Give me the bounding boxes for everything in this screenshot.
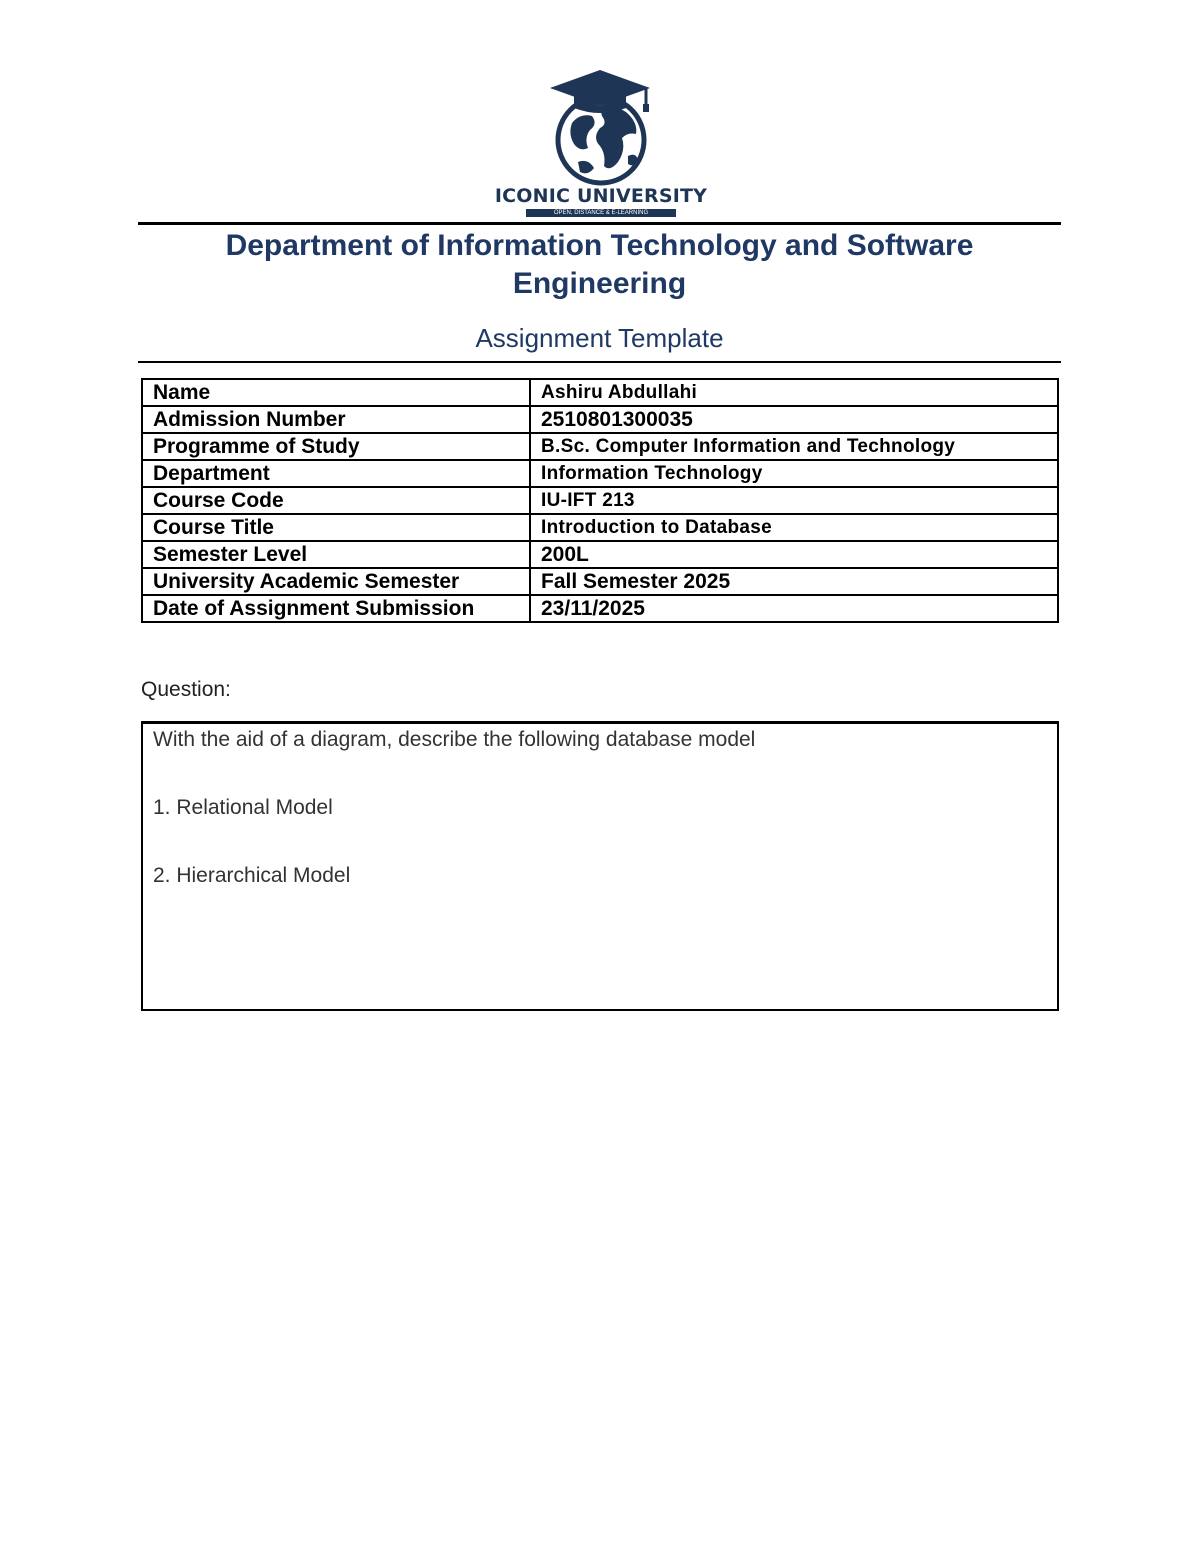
question-item: 1. Relational Model xyxy=(153,796,333,819)
table-row xyxy=(142,460,1058,487)
row-label: Date of Assignment Submission xyxy=(142,595,530,622)
header-rule-top xyxy=(138,222,1061,225)
row-value: 200L xyxy=(530,541,1058,568)
row-label: Course Title xyxy=(142,514,530,541)
globe-graduation-cap-icon xyxy=(488,68,714,186)
row-value: Ashiru Abdullahi xyxy=(530,379,1058,406)
row-value: IU-IFT 213 xyxy=(530,487,1058,514)
table-row xyxy=(142,406,1058,433)
question-prompt: With the aid of a diagram, describe the following database model xyxy=(153,728,756,751)
logo-wordmark: ICONIC UNIVERSITY xyxy=(494,185,708,207)
question-label: Question: xyxy=(141,678,231,701)
table-row xyxy=(142,541,1058,568)
row-label: Course Code xyxy=(142,487,530,514)
table-row xyxy=(142,487,1058,514)
row-value: Introduction to Database xyxy=(530,514,1058,541)
row-label: Admission Number xyxy=(142,406,530,433)
row-value: Fall Semester 2025 xyxy=(530,568,1058,595)
university-logo xyxy=(488,68,714,222)
row-label: University Academic Semester xyxy=(142,568,530,595)
row-value: Information Technology xyxy=(530,460,1058,487)
header-rule-bottom xyxy=(138,361,1061,363)
table-row xyxy=(142,568,1058,595)
logo-tagline: OPEN, DISTANCE & E-LEARNING xyxy=(526,209,676,217)
row-value: 23/11/2025 xyxy=(530,595,1058,622)
row-label: Department xyxy=(142,460,530,487)
student-info-table xyxy=(141,378,1059,623)
department-title: Department of Information Technology and Software Engineering xyxy=(225,229,974,300)
row-label: Programme of Study xyxy=(142,433,530,460)
row-value: 2510801300035 xyxy=(530,406,1058,433)
row-label: Name xyxy=(142,379,530,406)
table-row xyxy=(142,433,1058,460)
question-item: 2. Hierarchical Model xyxy=(153,864,351,887)
table-row xyxy=(142,514,1058,541)
row-label: Semester Level xyxy=(142,541,530,568)
question-box xyxy=(141,721,1059,1011)
document-subtitle: Assignment Template xyxy=(475,323,724,353)
row-value: B.Sc. Computer Information and Technology xyxy=(530,433,1058,460)
table-row xyxy=(142,595,1058,622)
table-row xyxy=(142,379,1058,406)
